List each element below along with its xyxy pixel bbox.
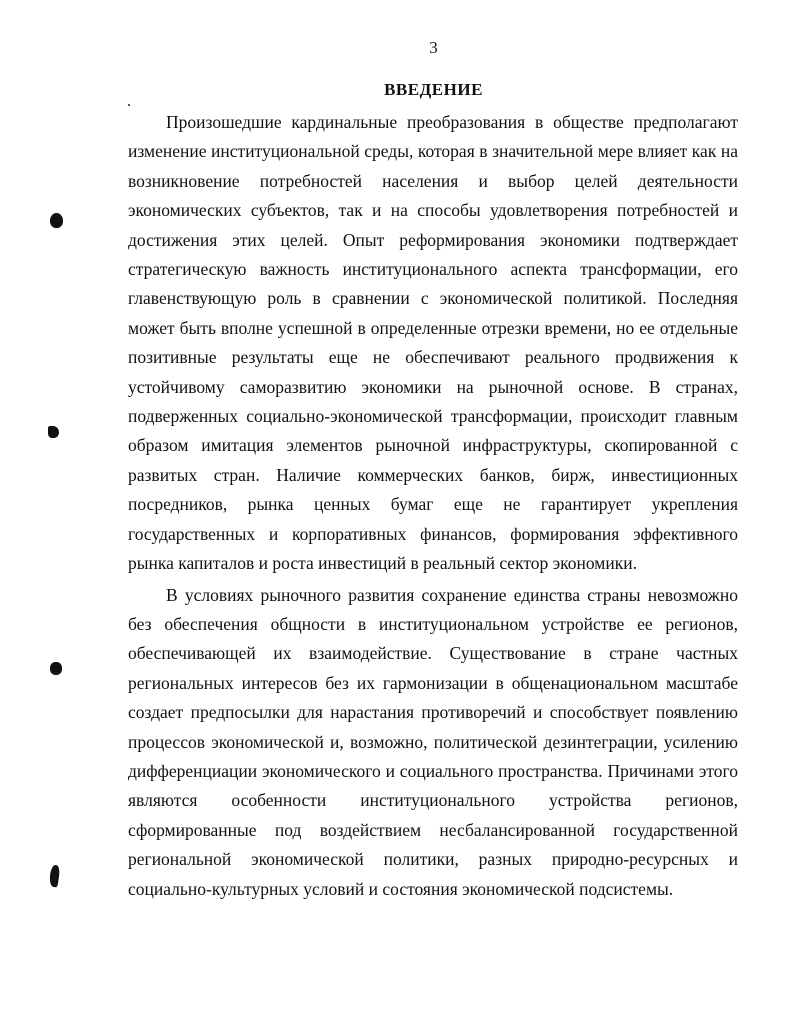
paragraph-1: Произошедшие кардинальные преобразования в обществе предполагают изменение институциональной среды, которая в значительной мере влияет как на возникновение потребностей населения и выбор целей деятельности экономических субъектов, так и на способы удовлетворения потребностей и достижения этих целей. Опыт реформирования экономики подтверждает стратегическую важность институционального аспекта трансформации, его главенствующую роль в сравнении с экономической политикой. Последняя может быть вполне успешной в определенные отрезки времени, но ее отдельные позитивные результаты еще не обеспечивают реального продвижения к устойчивому саморазвитию экономики на рыночной основе. В странах, подверженных социально-экономической трансформации, происходит главным образом имитация элементов рыночной инфраструктуры, скопированной с развитых стран. Наличие коммерческих банков, бирж, инвестиционных посредников, рынка ценных бумаг еще не гарантирует укрепления государственных и корпоративных финансов, формирования эффективного рынка капиталов и роста инвестиций в реальный сектор экономики.	[128, 112, 738, 574]
paragraph-2: В условиях рыночного развития сохранение единства страны невозможно без обеспечения общности в институциональном устройстве ее регионов, обеспечивающей их взаимодействие. Существование в стране частных региональных интересов без их гармонизации в общенациональном масштабе создает предпосылки для нарастания противоречий и способствует появлению процессов экономической и, возможно, политической дезинтеграции, усилению дифференциации экономического и социального пространства. Причинами этого являются особенности институционального устройства регионов, сформированные под воздействием несбалансированной государственной региональной экономической политики, разных природно-ресурсных и социально-культурных условий и состояния экономической подсистемы.	[128, 584, 738, 899]
section-heading: ВВЕДЕНИЕ	[384, 80, 483, 99]
binding-hole-mark	[49, 864, 61, 887]
binding-hole-mark	[48, 426, 59, 438]
scan-speck	[128, 104, 130, 106]
binding-hole-mark	[50, 662, 62, 675]
binding-hole-mark	[50, 213, 63, 228]
body-text	[128, 108, 738, 906]
page-number: 3	[429, 38, 438, 57]
